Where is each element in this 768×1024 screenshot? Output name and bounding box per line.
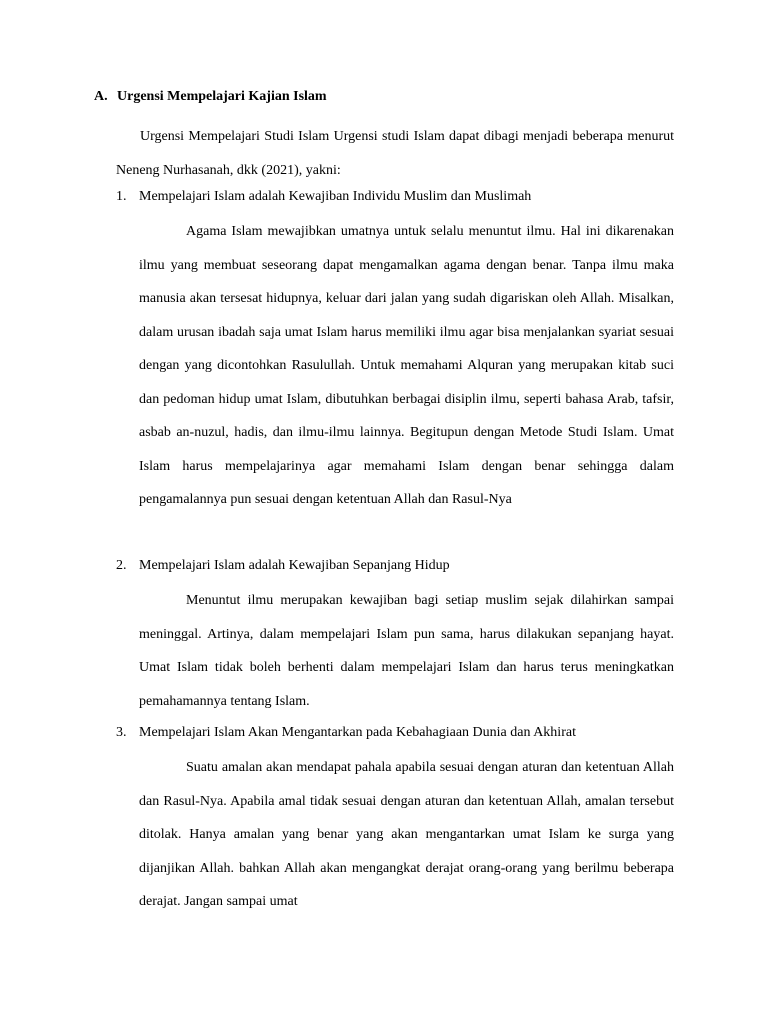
list-item-title [116, 556, 450, 576]
list-item-number: 2. [116, 558, 127, 573]
list-item-title [116, 723, 576, 743]
list-item-number: 3. [116, 725, 127, 740]
list-item-body: Suatu amalan akan mendapat pahala apabila sesuai dengan aturan dan ketentuan Allah dan Rasul-Nya. Apabila amal tidak sesuai dengan aturan dan ketentuan Allah, amalan tersebut ditolak. Hanya amalan yang benar yang akan mengantarkan umat Islam ke surga yang dijanjikan Allah. bahkan Allah akan mengangkat derajat orang-orang yang berilmu beberapa derajat. Jangan sampai umat [139, 760, 674, 909]
list-item-heading: Mempelajari Islam adalah Kewajiban Sepanjang Hidup [139, 558, 450, 573]
section-title: Urgensi Mempelajari Kajian Islam [117, 89, 327, 104]
intro-paragraph: Urgensi Mempelajari Studi Islam Urgensi studi Islam dapat dibagi menjadi beberapa menurut Neneng Nurhasanah, dkk (2021), yakni: [116, 129, 674, 178]
list-item-body: Menuntut ilmu merupakan kewajiban bagi setiap muslim sejak dilahirkan sampai meninggal. Artinya, dalam mempelajari Islam pun sama, harus dilakukan sepanjang hayat. Umat Islam tidak boleh berhenti dalam mempelajari Islam dan harus terus meningkatkan pemahamannya tentang Islam. [139, 593, 674, 709]
list-item-body: Agama Islam mewajibkan umatnya untuk selalu menuntut ilmu. Hal ini dikarenakan ilmu yang membuat seseorang dapat mengamalkan agama dengan benar. Tanpa ilmu maka manusia akan tersesat hidupnya, keluar dari jalan yang sudah digariskan oleh Allah. Misalkan, dalam urusan ibadah saja umat Islam harus memiliki ilmu agar bisa menjalankan syariat sesuai dengan yang dicontohkan Rasulullah. Untuk memahami Alquran yang merupakan kitab suci dan pedoman hidup umat Islam, dibutuhkan berbagai disiplin ilmu, seperti bahasa Arab, tafsir, asbab an-nuzul, hadis, dan ilmu-ilmu lainnya. Begitupun dengan Metode Studi Islam. Umat Islam harus mempelajarinya agar memahami Islam dengan benar sehingga dalam pengamalannya pun sesuai dengan ketentuan Allah dan Rasul-Nya [139, 224, 674, 507]
list-item-number: 1. [116, 189, 127, 204]
list-item-heading: Mempelajari Islam Akan Mengantarkan pada Kebahagiaan Dunia dan Akhirat [139, 725, 576, 740]
section-heading [94, 87, 327, 107]
section-letter: A. [94, 89, 108, 104]
list-item-title [116, 187, 531, 207]
list-item-heading: Mempelajari Islam adalah Kewajiban Individu Muslim dan Muslimah [139, 189, 532, 204]
